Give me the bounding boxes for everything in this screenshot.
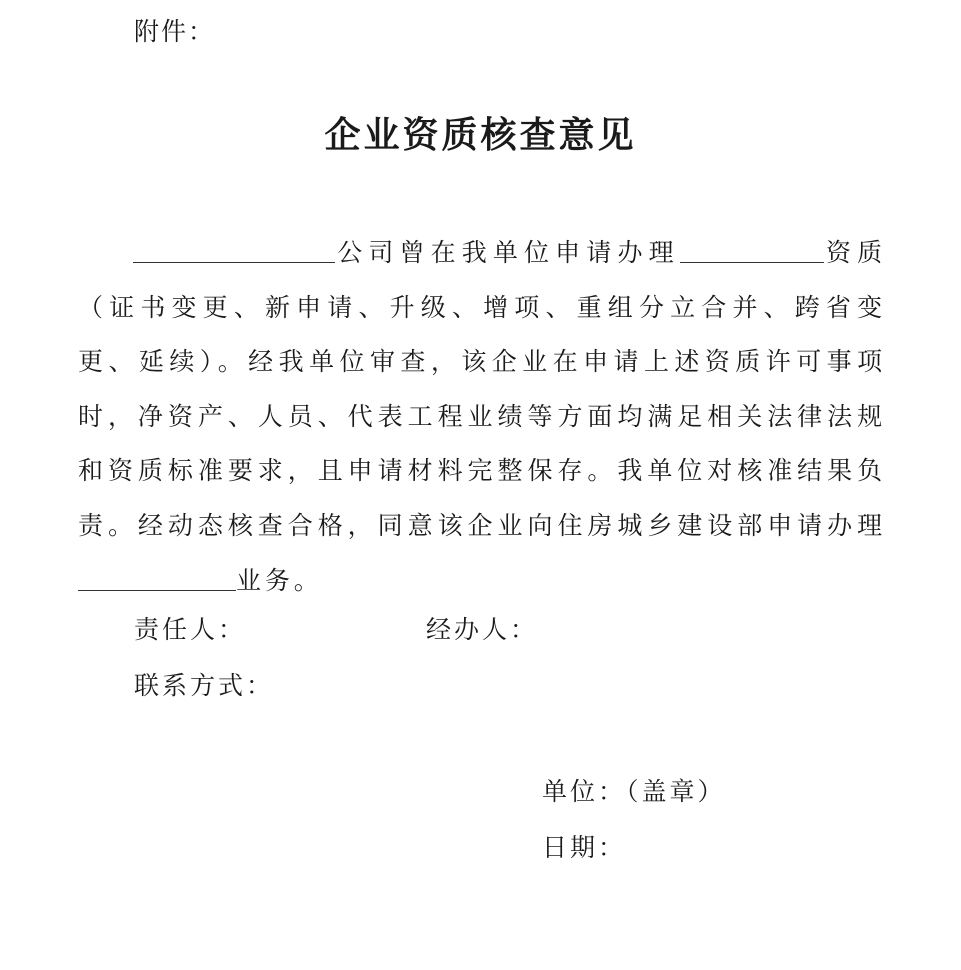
business-blank <box>78 564 236 591</box>
unit-seal-label: 单位：（盖章） <box>542 777 726 806</box>
document-title: 企业资质核查意见 <box>324 115 637 156</box>
contact-label: 联系方式： <box>134 671 275 700</box>
body-segment-2: 资质（证书变更、新申请、升级、增项、重组分立合并、跨省变更、延续）。经我单位审查，该企业在申请上述资质许可事项时，净资产、人员、代表工程业绩等方面均满足相关法律法规和资质标准要求，且申请材料完整保存。我单位对核准结果负责。经动态核查合格，同意该企业向住房城乡建设部申请办理 <box>78 238 886 540</box>
responsible-person-label: 责任人： <box>134 615 247 644</box>
document-body <box>78 226 886 608</box>
attachment-label: 附件： <box>134 17 216 46</box>
body-segment-1: 公司曾在我单位申请办理 <box>335 238 680 267</box>
body-segment-3: 业务。 <box>236 565 323 595</box>
handler-label: 经办人： <box>426 615 539 644</box>
company-name-blank <box>133 236 335 263</box>
qualification-blank <box>680 236 824 263</box>
date-label: 日期： <box>542 833 627 862</box>
